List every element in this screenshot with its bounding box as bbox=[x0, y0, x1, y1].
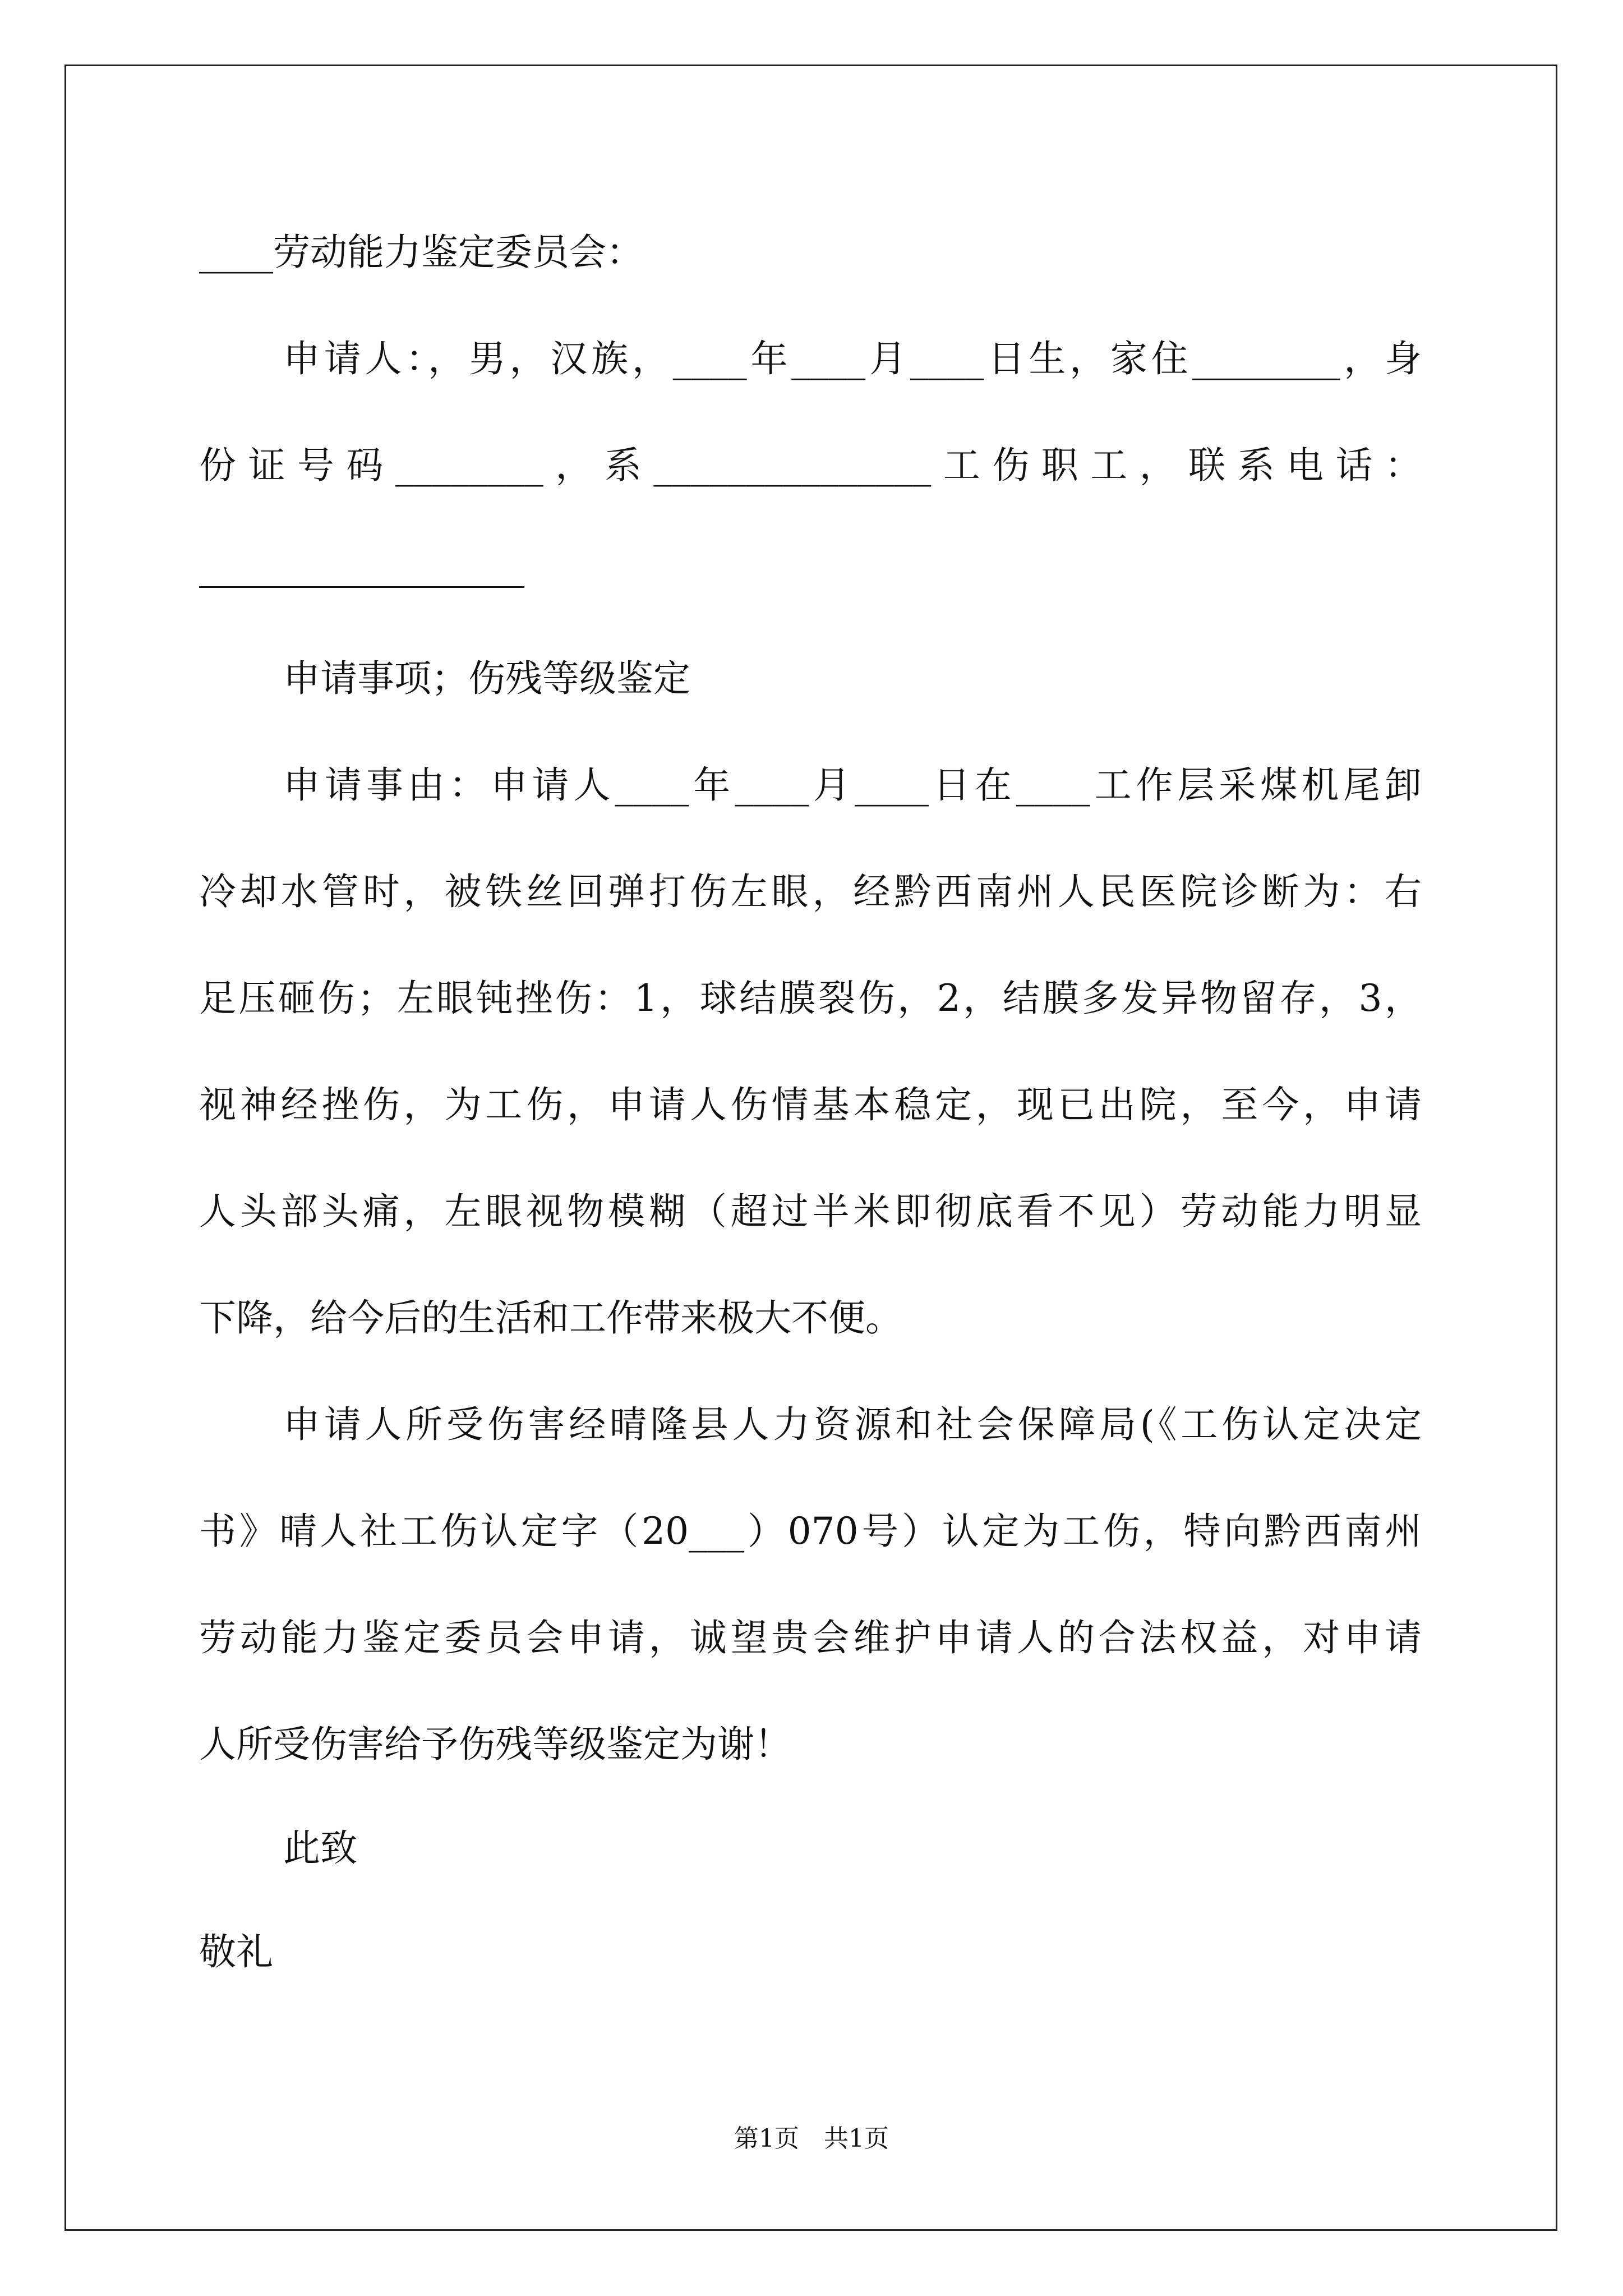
statement-line-1: 申请人所受伤害经晴隆县人力资源和社会保障局(《工伤认定决定 bbox=[283, 1403, 1422, 1446]
closing-cizhi: 此致 bbox=[283, 1826, 357, 1870]
statement-line-4: 人所受伤害给予伤残等级鉴定为谢！ bbox=[199, 1723, 791, 1766]
page-border bbox=[64, 65, 1557, 2231]
reason-line-6: 下降，给今后的生活和工作带来极大不便。 bbox=[199, 1296, 902, 1340]
statement-line-2: 书》晴人社工伤认定字（20___）070号）认定为工伤，特向黔西南州 bbox=[199, 1510, 1422, 1553]
salutation: ____劳动能力鉴定委员会： bbox=[199, 231, 643, 274]
statement-line-3: 劳动能力鉴定委员会申请，诚望贵会维护申请人的合法权益，对申请 bbox=[199, 1616, 1422, 1659]
reason-line-1: 申请事由：申请人____年____月____日在____工作层采煤机尾卸 bbox=[283, 763, 1422, 807]
reason-line-5: 人头部头痛，左眼视物模糊（超过半米即彻底看不见）劳动能力明显 bbox=[199, 1190, 1422, 1233]
phone-blank-underline bbox=[199, 586, 524, 588]
applicant-info-line-2: 份证号码________，系_______________工伤职工，联系电话： bbox=[199, 444, 1422, 487]
reason-line-3: 足压砸伤；左眼钝挫伤：1，球结膜裂伤，2，结膜多发异物留存，3， bbox=[199, 977, 1422, 1020]
closing-jingli: 敬礼 bbox=[199, 1930, 273, 1973]
reason-line-2: 冷却水管时，被铁丝回弹打伤左眼，经黔西南州人民医院诊断为：右 bbox=[199, 870, 1422, 913]
reason-line-4: 视神经挫伤，为工伤，申请人伤情基本稳定，现已出院，至今，申请 bbox=[199, 1083, 1422, 1126]
page-number-footer: 第1页 共1页 bbox=[734, 2124, 889, 2153]
request-item: 申请事项；伤残等级鉴定 bbox=[283, 657, 690, 700]
applicant-info-line-1: 申请人：，男，汉族，____年____月____日生，家住________，身 bbox=[283, 337, 1422, 380]
